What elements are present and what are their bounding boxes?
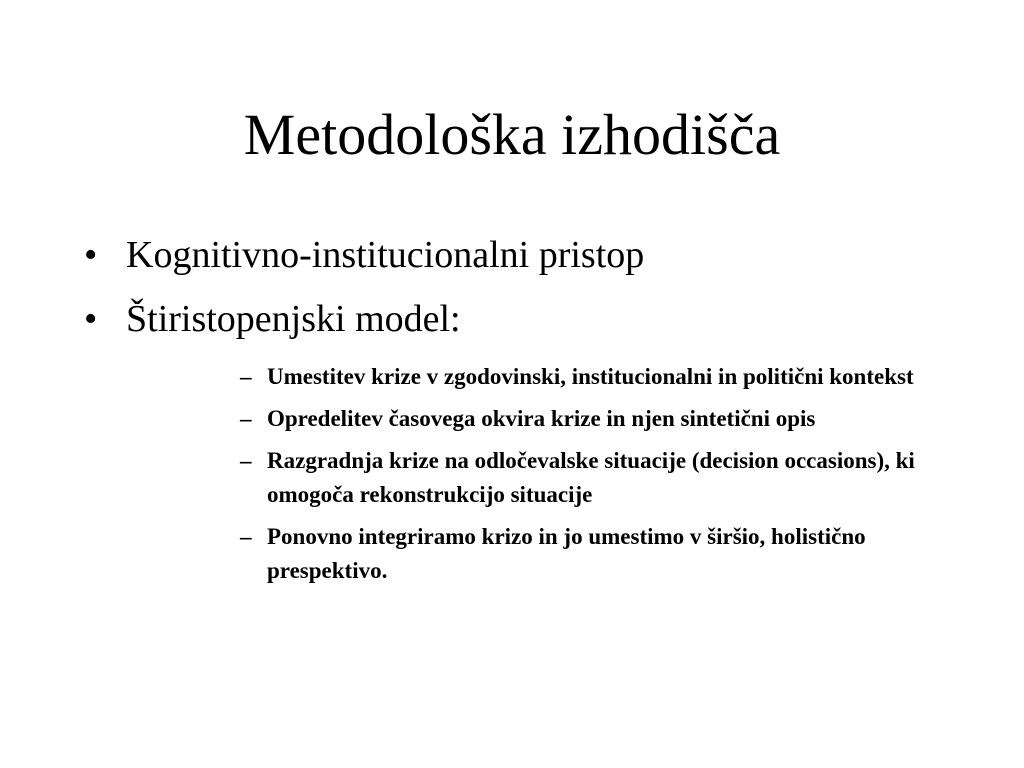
sub-bullet-list	[240, 360, 920, 596]
bullet-marker: •	[84, 234, 98, 276]
sub-bullet-item	[240, 402, 920, 436]
sub-bullet-item	[240, 360, 920, 394]
sub-bullet-text: Umestitev krize v zgodovinski, institucionalni in politični kontekst	[267, 364, 914, 389]
sub-bullet-text: Opredelitev časovega okvira krize in njen sintetični opis	[267, 406, 816, 431]
dash-marker: –	[240, 406, 252, 431]
sub-bullet-item	[240, 444, 920, 512]
sub-bullet-text: Ponovno integriramo krizo in jo umestimo v širšio, holistično prespektivo.	[267, 524, 866, 583]
slide-title: Metodološka izhodišča	[243, 102, 781, 167]
dash-marker: –	[240, 448, 252, 473]
dash-marker: –	[240, 524, 252, 549]
bullet-text: Kognitivno-institucionalni pristop	[126, 234, 645, 276]
sub-bullet-item	[240, 520, 920, 588]
sub-bullet-text: Razgradnja krize na odločevalske situacije (decision occasions), ki omogoča rekonstrukcijo situacije	[267, 448, 915, 507]
bullet-list	[84, 232, 984, 360]
bullet-marker: •	[84, 298, 98, 340]
dash-marker: –	[240, 364, 252, 389]
bullet-item	[84, 232, 984, 278]
bullet-item	[84, 296, 984, 342]
bullet-text: Štiristopenjski model:	[126, 298, 461, 340]
